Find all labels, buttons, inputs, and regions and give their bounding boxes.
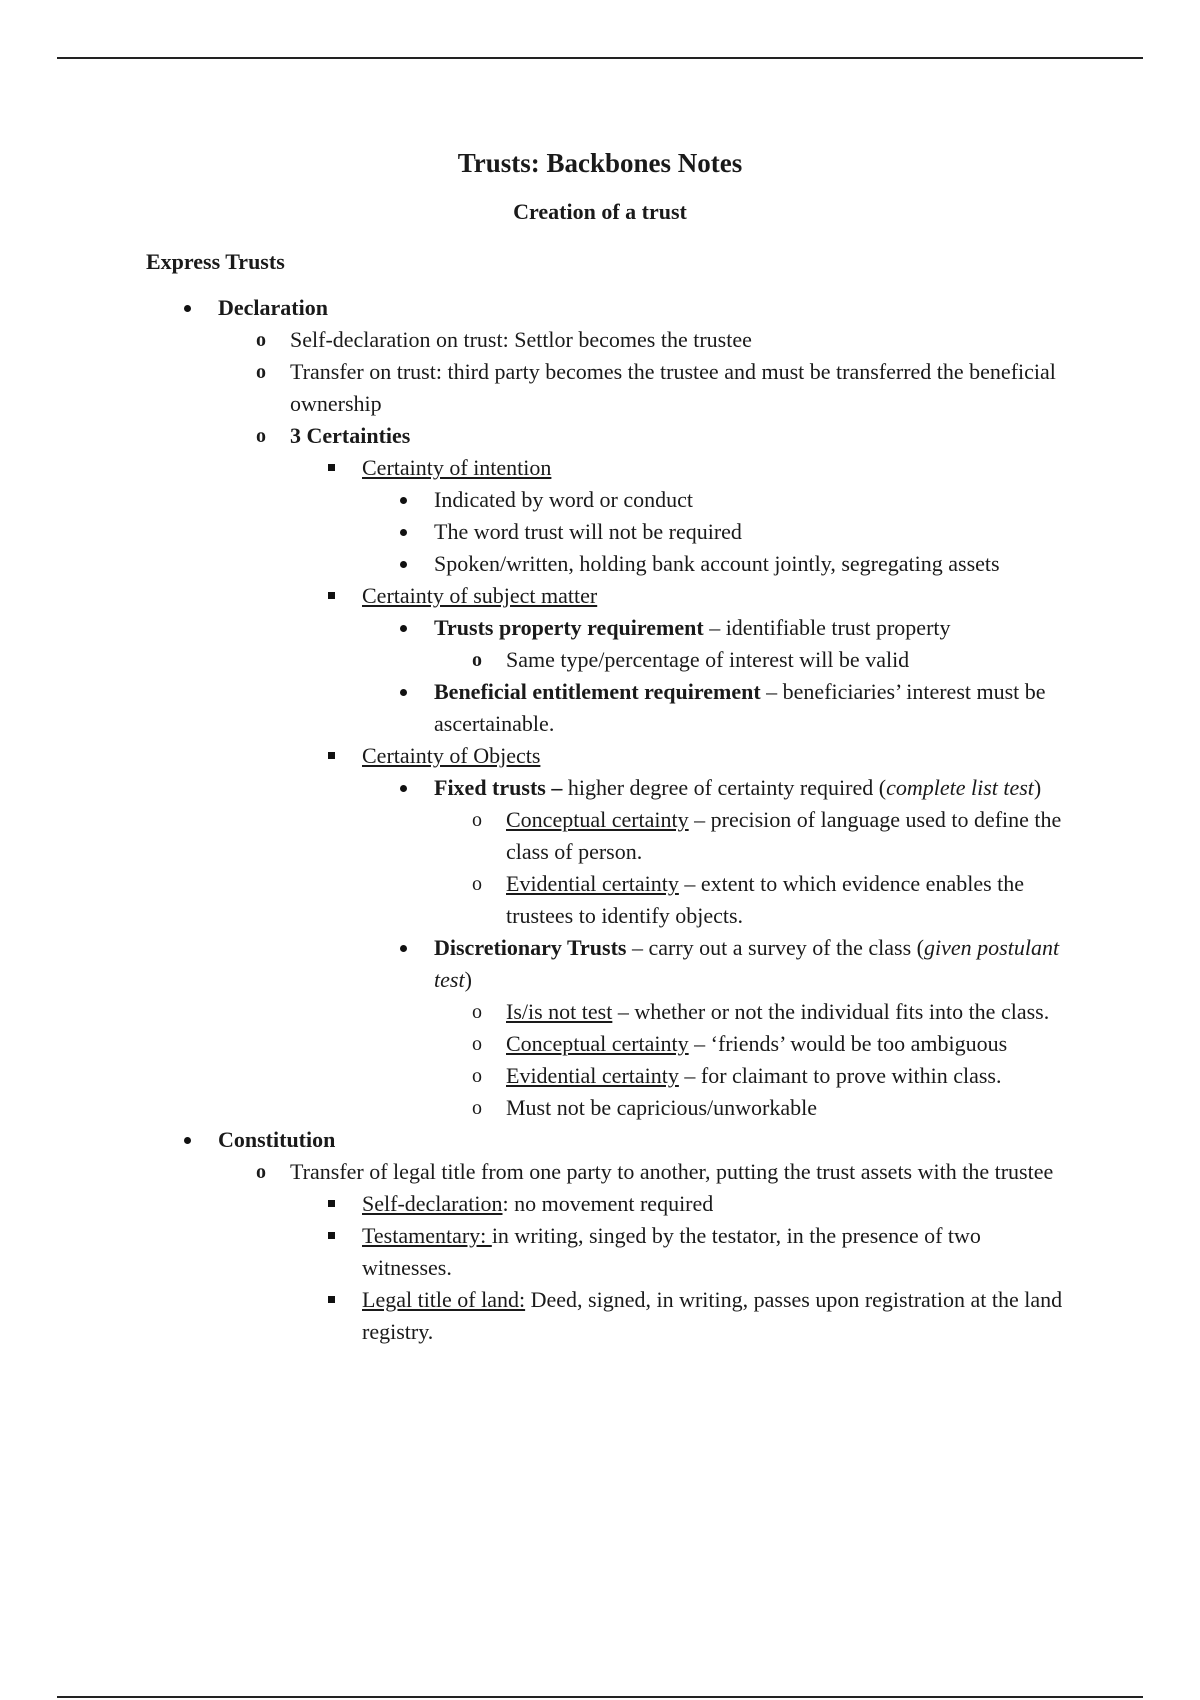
list-item-term: Evidential certainty [506, 871, 679, 896]
list-item [362, 548, 1066, 580]
bullet-circle-icon: o [472, 1033, 482, 1055]
list-item [362, 932, 1066, 1124]
bullet-circle-icon: o [472, 1001, 482, 1023]
document-body [146, 246, 1066, 1348]
list-item [218, 1156, 1066, 1348]
list-item-text: : no movement required [502, 1191, 714, 1216]
discretionary-trusts-list [434, 996, 1066, 1124]
discretionary-trusts-italic: given postulant test [434, 935, 1060, 992]
list-item [362, 612, 1066, 676]
bullet-circle-icon: o [256, 329, 266, 351]
list-item-text: in writing, singed by the testator, in the presence of two witnesses. [362, 1223, 981, 1280]
list-item [434, 1092, 1066, 1124]
list-item [218, 356, 1066, 420]
discretionary-trusts-label: Discretionary Trusts [434, 935, 627, 960]
bullet-circle-icon: o [472, 649, 482, 671]
list-item-term: Evidential certainty [506, 1063, 679, 1088]
list-item-text: Indicated by word or conduct [434, 487, 694, 512]
list-item-text: Spoken/written, holding bank account jointly, segregating assets [434, 551, 1000, 576]
list-item [218, 420, 1066, 1124]
section-heading: Express Trusts [146, 249, 285, 274]
list-item [290, 580, 1066, 740]
footer-rule [57, 1696, 1143, 1698]
trust-property-text: – identifiable trust property [703, 615, 951, 640]
trust-property-label: Trusts property requirement [434, 615, 704, 640]
list-item-term: Legal title of land: [362, 1287, 526, 1312]
intention-label: Certainty of intention [362, 455, 552, 480]
fixed-trusts-list [434, 804, 1066, 932]
list-item [434, 1060, 1066, 1092]
bullet-circle-icon: o [472, 873, 482, 895]
list-item [434, 644, 1066, 676]
list-item [290, 452, 1066, 580]
list-item-constitution [146, 1124, 1066, 1348]
list-item-text: – extent to which evidence enables the trustees to identify objects. [506, 871, 1025, 928]
discretionary-trusts-close: ) [464, 967, 472, 992]
list-item [434, 804, 1066, 868]
bullet-circle-icon: o [472, 1097, 482, 1119]
fixed-trusts-italic: complete list test [886, 775, 1034, 800]
fixed-trusts-label: Fixed trusts – [434, 775, 563, 800]
top-level-list [146, 292, 1066, 1348]
list-item [362, 484, 1066, 516]
list-item-text: – ‘friends’ would be too ambiguous [688, 1031, 1008, 1056]
bullet-circle-icon: o [256, 425, 266, 447]
list-item [362, 676, 1066, 740]
self-declaration-text: Self-declaration on trust: Settlor becomes the trustee [290, 327, 752, 352]
document-title: Trusts: Backbones Notes [457, 148, 743, 178]
fixed-trusts-close: ) [1033, 775, 1042, 800]
constitution-transfer-text: Transfer of legal title from one party to another, putting the trust assets with the trustee [290, 1159, 1054, 1184]
list-item [218, 324, 1066, 356]
list-item-term: Self-declaration [362, 1191, 503, 1216]
beneficial-label: Beneficial entitlement requirement [434, 679, 761, 704]
bullet-circle-icon: o [256, 361, 266, 383]
list-item-text: – for claimant to prove within class. [678, 1063, 1002, 1088]
list-item-text: The word trust will not be required [434, 519, 742, 544]
declaration-list [218, 324, 1066, 1124]
list-item-term: Conceptual certainty [506, 807, 689, 832]
trust-property-list [434, 644, 1066, 676]
list-item [290, 740, 1066, 1124]
list-item [290, 1188, 1066, 1220]
list-item [434, 1028, 1066, 1060]
list-item-term: Conceptual certainty [506, 1031, 689, 1056]
subject-matter-label: Certainty of subject matter [362, 583, 598, 608]
list-item [434, 868, 1066, 932]
fixed-trusts-text: higher degree of certainty required ( [562, 775, 887, 800]
bullet-circle-icon: o [472, 809, 482, 831]
certainties-list [290, 452, 1066, 1124]
list-item-term: Is/is not test [506, 999, 613, 1024]
objects-label: Certainty of Objects [362, 743, 541, 768]
list-item-text: Same type/percentage of interest will be valid [506, 647, 910, 672]
list-item-text: Must not be capricious/unworkable [506, 1095, 817, 1120]
intention-list [362, 484, 1066, 580]
list-item-term: Testamentary: [362, 1223, 492, 1248]
list-item-text: Deed, signed, in writing, passes upon registration at the land registry. [362, 1287, 1063, 1344]
header-rule [57, 57, 1143, 59]
list-item-declaration [146, 292, 1066, 1124]
certainties-label: 3 Certainties [290, 423, 411, 448]
constitution-methods-list [290, 1188, 1066, 1348]
objects-list [362, 772, 1066, 1124]
constitution-label: Constitution [218, 1127, 336, 1152]
list-item-text: – precision of language used to define the class of person. [506, 807, 1062, 864]
declaration-label: Declaration [218, 295, 328, 320]
document-subtitle: Creation of a trust [513, 199, 687, 224]
list-item [290, 1284, 1066, 1348]
list-item [362, 772, 1066, 932]
constitution-list [218, 1156, 1066, 1348]
subject-matter-list [362, 612, 1066, 740]
bullet-circle-icon: o [256, 1161, 266, 1183]
list-item-text: – whether or not the individual fits into the class. [612, 999, 1050, 1024]
list-item [290, 1220, 1066, 1284]
transfer-on-trust-text: Transfer on trust: third party becomes the trustee and must be transferred the beneficial ownership [290, 359, 1056, 416]
beneficial-text: – beneficiaries’ interest must be ascertainable. [434, 679, 1046, 736]
list-item [362, 516, 1066, 548]
bullet-circle-icon: o [472, 1065, 482, 1087]
discretionary-trusts-text: – carry out a survey of the class ( [626, 935, 925, 960]
list-item [434, 996, 1066, 1028]
